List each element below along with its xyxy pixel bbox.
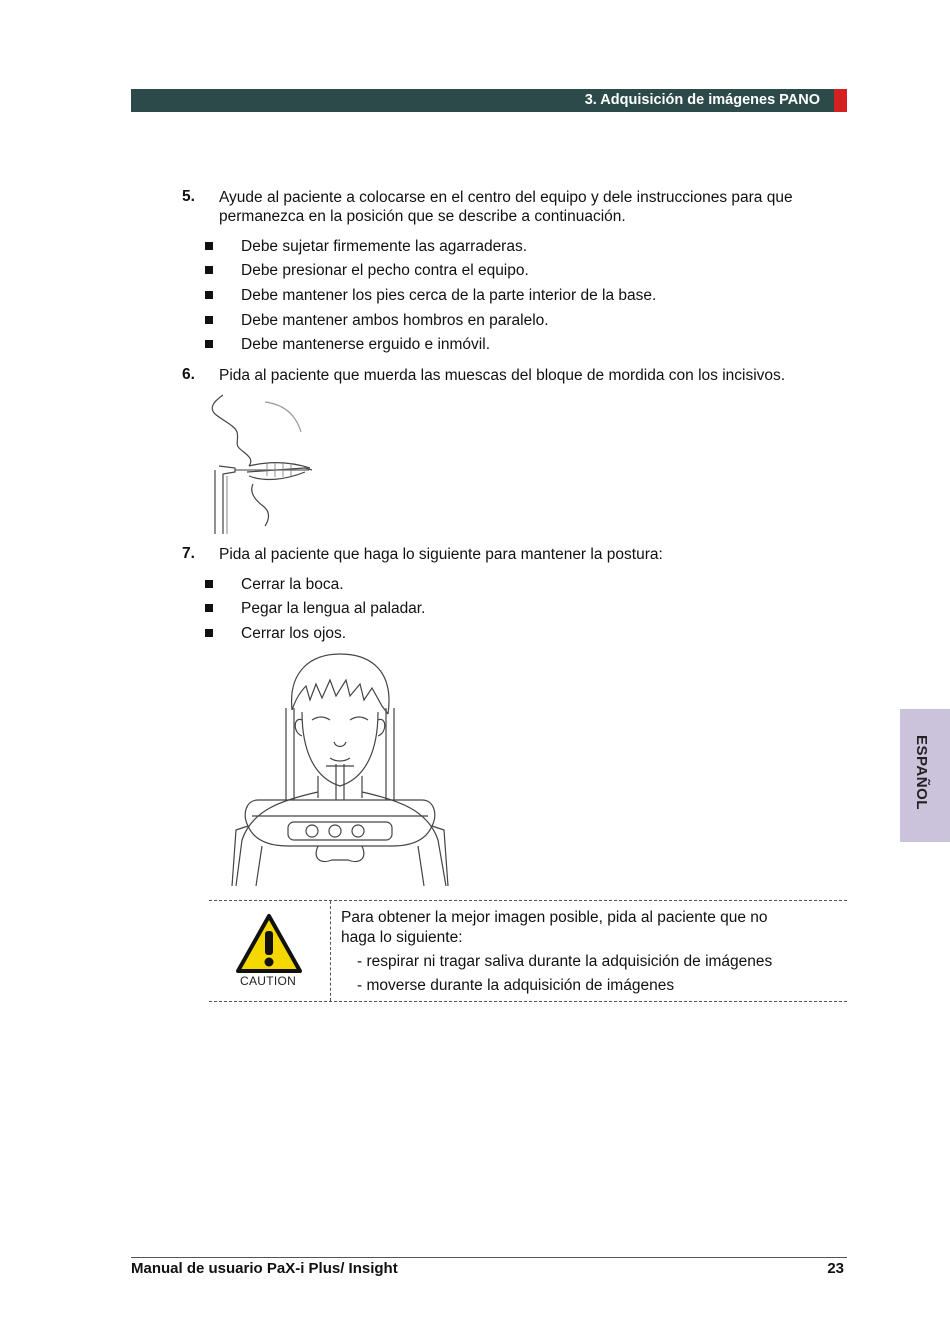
caution-text: - moverse durante la adquisición de imágenes xyxy=(357,977,675,994)
step-number: 7. xyxy=(182,545,195,562)
step-text: Pida al paciente que muerda las muescas del bloque de mordida con los incisivos. xyxy=(219,367,786,384)
caution-label: CAUTION xyxy=(240,974,297,988)
bullet-marker xyxy=(205,340,213,348)
language-side-tab xyxy=(900,709,950,842)
bullet-marker xyxy=(205,580,213,588)
bullet-marker xyxy=(205,316,213,324)
caution-divider xyxy=(330,901,331,1001)
bullet-marker xyxy=(205,604,213,612)
header-accent xyxy=(834,89,847,112)
caution-text: - respirar ni tragar saliva durante la adquisición de imágenes xyxy=(357,953,773,970)
section-header-bar xyxy=(131,89,834,112)
caution-box xyxy=(209,900,847,1002)
footer-title: Manual de usuario PaX-i Plus/ Insight xyxy=(131,1260,398,1277)
bullet-item: Debe mantener ambos hombros en paralelo. xyxy=(241,312,549,329)
language-label: ESPAÑOL xyxy=(913,735,930,810)
step-text: Pida al paciente que haga lo siguiente para mantener la postura: xyxy=(219,546,663,563)
bite-block-illustration xyxy=(205,392,320,534)
footer-divider xyxy=(131,1257,847,1258)
caution-text: haga lo siguiente: xyxy=(341,929,463,946)
bullet-item: Debe sujetar firmemente las agarraderas. xyxy=(241,238,528,255)
patient-posture-illustration xyxy=(222,650,458,886)
step-number: 5. xyxy=(182,188,195,205)
caution-text: Para obtener la mejor imagen posible, pida al paciente que no xyxy=(341,909,768,926)
bullet-marker xyxy=(205,629,213,637)
bullet-item: Debe presionar el pecho contra el equipo. xyxy=(241,262,529,279)
bullet-item: Pegar la lengua al paladar. xyxy=(241,600,426,617)
bullet-item: Debe mantenerse erguido e inmóvil. xyxy=(241,336,490,353)
bullet-item: Cerrar los ojos. xyxy=(241,625,347,642)
page-number: 23 xyxy=(827,1260,844,1277)
bullet-item: Debe mantener los pies cerca de la parte interior de la base. xyxy=(241,287,657,304)
warning-triangle-icon xyxy=(235,913,303,975)
bullet-item: Cerrar la boca. xyxy=(241,576,344,593)
step-text: permanezca en la posición que se describe a continuación. xyxy=(219,208,626,225)
bullet-marker xyxy=(205,242,213,250)
step-number: 6. xyxy=(182,366,195,383)
bullet-marker xyxy=(205,266,213,274)
section-title: 3. Adquisición de imágenes PANO xyxy=(584,92,820,108)
bullet-marker xyxy=(205,291,213,299)
step-text: Ayude al paciente a colocarse en el centro del equipo y dele instrucciones para que xyxy=(219,189,793,206)
